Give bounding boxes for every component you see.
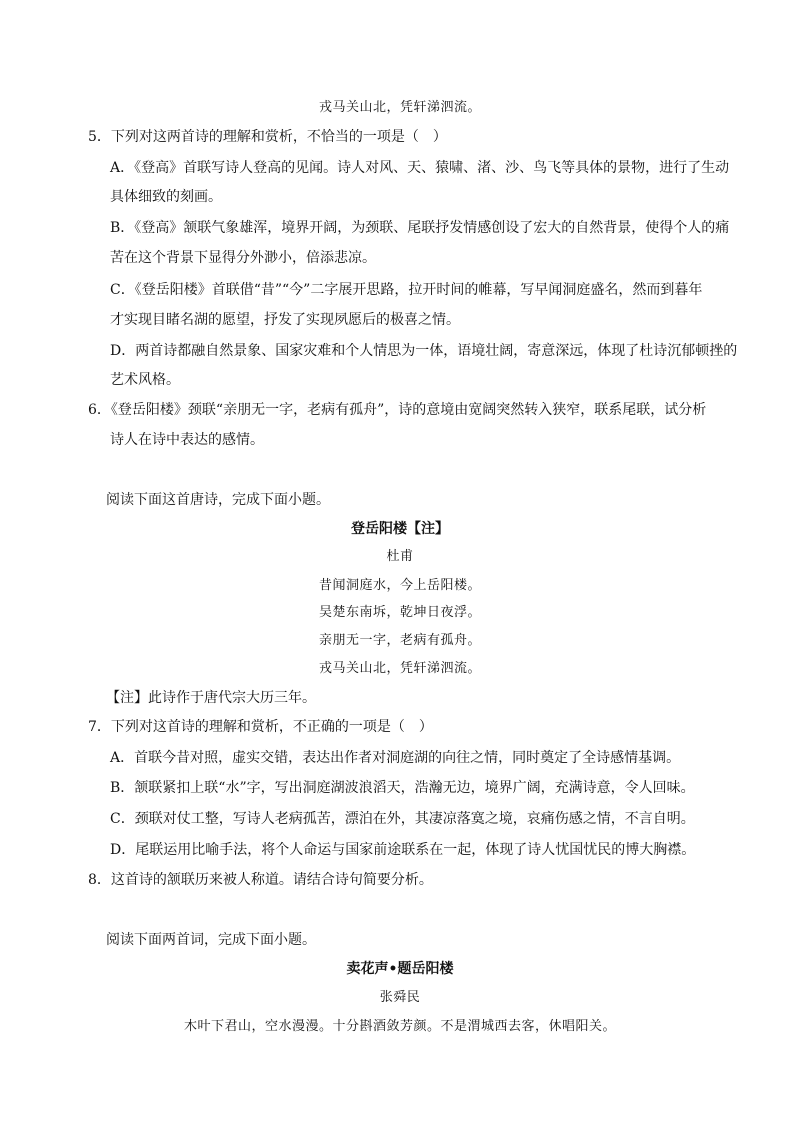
poem-line: 昔闻洞庭水，今上岳阳楼。 bbox=[318, 578, 481, 593]
poem-title: 登岳阳楼【注】 bbox=[351, 521, 449, 537]
question-8-stem: 8．这首诗的颔联历来被人称道。请结合诗句简要分析。 bbox=[88, 872, 433, 888]
poem-line: 戎马关山北，凭轩涕泗流。 bbox=[318, 661, 481, 676]
question-5-option-c: C．《登岳阳楼》首联借“昔”“今”二字展开思路，拉开时间的帷幕，写早闻洞庭盛名，然而到暮年 bbox=[110, 282, 703, 298]
ci-author: 张舜民 bbox=[379, 990, 421, 1005]
question-5-option-c-cont: 才实现目睹名湖的愿望，抒发了实现夙愿后的极喜之情。 bbox=[110, 312, 460, 328]
question-5-option-a-cont: 具体细致的刻画。 bbox=[110, 189, 222, 205]
question-7-option-d: D．尾联运用比喻手法，将个人命运与国家前途联系在一起，体现了诗人忧国忧民的博大胸襟。 bbox=[110, 842, 696, 858]
question-5-option-b: B．《登高》颔联气象雄浑，境界开阔，为颈联、尾联抒发情感创设了宏大的自然背景，使得个人的痛 bbox=[110, 220, 730, 236]
poem-line: 吴楚东南坼，乾坤日夜浮。 bbox=[318, 605, 481, 620]
poem-author: 杜甫 bbox=[386, 549, 414, 564]
question-5-option-a: A．《登高》首联写诗人登高的见闻。诗人对风、天、猿啸、渚、沙、鸟飞等具体的景物，进行了生动 bbox=[110, 160, 730, 176]
section-2-intro: 阅读下面这首唐诗，完成下面小题。 bbox=[106, 492, 330, 508]
question-7-option-a: A．首联今昔对照，虚实交错，表达出作者对洞庭湖的向往之情，同时奠定了全诗感情基调。 bbox=[110, 750, 681, 766]
question-6-stem-cont: 诗人在诗中表达的感情。 bbox=[110, 432, 264, 448]
question-5-stem: 5．下列对这两首诗的理解和赏析，不恰当的一项是（ ） bbox=[88, 129, 447, 145]
question-7-stem: 7．下列对这首诗的理解和赏析，不正确的一项是（ ） bbox=[88, 719, 433, 735]
question-5-option-d-cont: 艺术风格。 bbox=[110, 372, 180, 388]
question-7-option-b: B．颔联紧扣上联“水”字，写出洞庭湖波浪滔天，浩瀚无边，境界广阔，充满诗意，令人回味。 bbox=[110, 780, 695, 796]
question-7-option-c: C．颈联对仗工整，写诗人老病孤苦，漂泊在外，其凄凉落寞之境，哀痛伤感之情，不言自明。 bbox=[110, 811, 695, 827]
section-3-intro: 阅读下面两首词，完成下面小题。 bbox=[106, 932, 316, 948]
question-5-option-d: D．两首诗都融自然景象、国家灾难和个人情思为一体，语境壮阔，寄意深远，体现了杜诗沉郁顿挫的 bbox=[110, 343, 738, 359]
poem-line: 亲朋无一字，老病有孤舟。 bbox=[318, 633, 481, 648]
ci-line: 木叶下君山，空水漫漫。十分斟酒敛芳颜。不是渭城西去客，休唱阳关。 bbox=[183, 1019, 616, 1034]
question-6-stem: 6．《登岳阳楼》颈联“亲朋无一字，老病有孤舟”，诗的意境由宽阔突然转入狭窄，联系尾联，试分析 bbox=[88, 402, 707, 418]
poem-note: 【注】此诗作于唐代宗大历三年。 bbox=[106, 690, 316, 706]
top-verse: 戎马关山北，凭轩涕泗流。 bbox=[318, 100, 481, 115]
question-5-option-b-cont: 苦在这个背景下显得分外渺小，倍添悲凉。 bbox=[110, 250, 376, 266]
ci-title: 卖花声•题岳阳楼 bbox=[346, 961, 454, 977]
